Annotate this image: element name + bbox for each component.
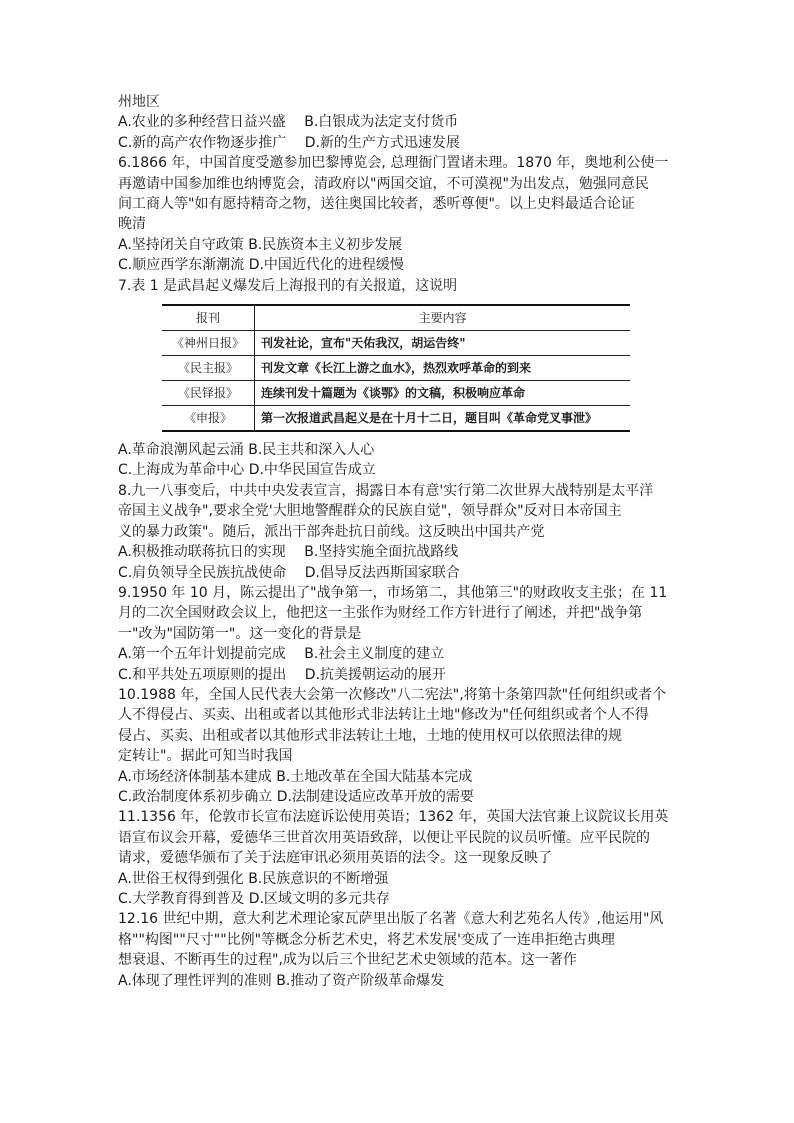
q7-stem: 7.表 1 是武昌起义爆发后上海报刊的有关报道，这说明 bbox=[118, 277, 458, 294]
q5-option-b[interactable]: B.白银成为法定支付货币 bbox=[304, 114, 459, 131]
table-header-row bbox=[162, 305, 630, 331]
q11-options-row-1 bbox=[118, 869, 680, 889]
q10-stem-line: 定转让"。据此可知当时我国 bbox=[118, 748, 293, 765]
q10-stem-line: 人不得侵占、买卖、出租或者以其他形式非法转让土地"修改为"任何组织或者个人不得 bbox=[118, 707, 649, 724]
q6-option-b[interactable]: B.民族资本主义初步发展 bbox=[248, 236, 403, 253]
q11-stem-line: 请求，爱德华颁布了关于法庭审讯必须用英语的法令。这一现象反映了 bbox=[118, 850, 552, 867]
q11-stem-line: 11.1356 年，伦敦市长宣布法庭诉讼使用英语；1362 年，英国大法官兼上议院议长用英 bbox=[118, 809, 669, 826]
table-header-newspaper: 报刊 bbox=[162, 305, 255, 331]
q11-stem-line: 语宣布议会开幕，爱德华三世首次用英语致辞，以便让平民院的议员听懂。应平民院的 bbox=[118, 829, 650, 846]
q6-stem-line: 间工商人等"如有愿持精奇之物，送往奥国比较者，悉听尊便"。以上史料最适合论证 bbox=[118, 196, 635, 213]
q12-stem-line: 想衰退、不断再生的过程",成为以后三个世纪艺术史领域的范本。这一著作 bbox=[118, 952, 577, 969]
q9-stem-line: 月的二次全国财政会议上，他把这一主张作为财经工作方针进行了阐述，并把"战争第 bbox=[118, 605, 643, 622]
q7-option-b[interactable]: B.民主共和深入人心 bbox=[248, 442, 375, 459]
q10-option-b[interactable]: B.土地改革在全国大陆基本完成 bbox=[276, 768, 473, 785]
q9-stem-line: 一"改为"国防第一"。这一变化的背景是 bbox=[118, 625, 362, 642]
q7-options-row-1 bbox=[118, 440, 680, 460]
newspaper-table bbox=[162, 304, 630, 432]
q9-option-a[interactable]: A.第一个五年计划提前完成 bbox=[118, 646, 286, 663]
table-row bbox=[162, 381, 630, 406]
table-cell-content: 第一次报道武昌起义是在十月十二日，题目叫《革命党叉事泄》 bbox=[255, 406, 631, 432]
q6-option-a[interactable]: A.坚持闭关自守政策 bbox=[118, 236, 244, 253]
q10-stem-line: 10.1988 年，全国人民代表大会第一次修改"八二宪法",将第十条第四款"任何组织或者个 bbox=[118, 686, 667, 703]
q6-stem-line: 再邀请中国参加维也纳博览会，清政府以"两国交谊，不可漠视"为出发点，勉强同意民 bbox=[118, 175, 649, 192]
q11-option-d[interactable]: D.区域文明的多元共存 bbox=[248, 891, 390, 907]
q9-options-row-1 bbox=[118, 644, 680, 664]
q7-option-c[interactable]: C.上海成为革命中心 bbox=[118, 462, 245, 479]
q7-option-d[interactable]: D.中华民国宣告成立 bbox=[248, 462, 376, 479]
q8-stem-line: 义的暴力政策"。随后，派出干部奔赴抗日前线。这反映出中国共产党 bbox=[118, 523, 545, 540]
q8-stem-line: 8.九一八事变后，中共中央发表宣言，揭露日本有意'实行第二次世界大战特别是太平洋 bbox=[118, 482, 654, 499]
q12-stem-line: 12.16 世纪中期，意大利艺术理论家瓦萨里出版了名著《意大利艺苑名人传》,他运用"风 bbox=[118, 911, 664, 928]
q10-option-c[interactable]: C.政治制度体系初步确立 bbox=[118, 788, 273, 805]
q6-options-row-1 bbox=[118, 235, 680, 255]
q11-option-a[interactable]: A.世俗王权得到强化 bbox=[118, 870, 244, 887]
q11-options-row-2 bbox=[118, 889, 680, 909]
table-row bbox=[162, 331, 630, 356]
q5-option-a[interactable]: A.农业的多种经营日益兴盛 bbox=[118, 114, 286, 131]
q6-option-c[interactable]: C.顺应西学东渐潮流 bbox=[118, 257, 245, 274]
table-cell-newspaper: 《民主报》 bbox=[162, 356, 255, 381]
table-cell-content: 刊发社论，宣布"天佑我汉，胡运告终" bbox=[255, 331, 631, 356]
q5-option-c[interactable]: C.新的高产农作物逐步推广 bbox=[118, 134, 287, 151]
q12-option-b[interactable]: B.推动了资产阶级革命爆发 bbox=[276, 972, 445, 989]
q8-option-a[interactable]: A.积极推动联蒋抗日的实现 bbox=[118, 544, 286, 561]
q12-option-a[interactable]: A.体现了理性评判的准则 bbox=[118, 972, 272, 989]
q10-stem-line: 侵占、买卖、出租或者以其他形式非法转让土地，土地的使用权可以依照法律的规 bbox=[118, 727, 622, 744]
q6-stem-line: 晚清 bbox=[118, 216, 146, 233]
q9-option-d[interactable]: D.抗美援朝运动的展开 bbox=[304, 666, 446, 683]
q9-option-c[interactable]: C.和平共处五项原则的提出 bbox=[118, 666, 287, 683]
q9-stem-line: 9.1950 年 10 月，陈云提出了"战争第一，市场第二，其他第三"的财政收支主张；在 11 bbox=[118, 584, 668, 601]
q12-options-row-1 bbox=[118, 971, 680, 991]
q9-option-b[interactable]: B.社会主义制度的建立 bbox=[304, 646, 445, 663]
q5-options-row-2 bbox=[118, 133, 680, 153]
q8-option-c[interactable]: C.肩负领导全民族抗战使命 bbox=[118, 564, 287, 581]
q8-options-row-2 bbox=[118, 563, 680, 583]
q6-options-row-2 bbox=[118, 255, 680, 275]
q10-options-row-1 bbox=[118, 767, 680, 787]
q10-option-d[interactable]: D.法制建设适应改革开放的需要 bbox=[276, 788, 474, 805]
q9-options-row-2 bbox=[118, 665, 680, 685]
q7-options-row-2 bbox=[118, 460, 680, 480]
table-cell-content: 刊发文章《长江上游之血水》，热烈欢呼革命的到来 bbox=[255, 356, 631, 381]
table-cell-content: 连续刊发十篇题为《谈鄂》的文稿，积极响应革命 bbox=[255, 381, 631, 406]
q5-options-row-1 bbox=[118, 112, 680, 132]
q5-stem-continuation: 州地区 bbox=[118, 94, 160, 110]
q8-stem-line: 帝国主义战争",要求全党'大胆地警醒群众的民族自觉"，领导群众"反对日本帝国主 bbox=[118, 503, 622, 520]
table-row bbox=[162, 406, 630, 432]
q8-options-row-1 bbox=[118, 542, 680, 562]
q12-stem-line: 格""构图""尺寸""比例"等概念分析艺术史，将艺术发展'变成了一连串拒绝古典理 bbox=[118, 931, 615, 948]
q5-option-d[interactable]: D.新的生产方式迅速发展 bbox=[304, 134, 460, 151]
q8-option-b[interactable]: B.坚持实施全面抗战路线 bbox=[304, 544, 459, 561]
table-cell-newspaper: 《民铎报》 bbox=[162, 381, 255, 406]
q6-option-d[interactable]: D.中国近代化的进程缓慢 bbox=[248, 257, 404, 274]
exam-page bbox=[118, 92, 680, 991]
table-cell-newspaper: 《申报》 bbox=[162, 406, 255, 432]
q10-option-a[interactable]: A.市场经济体制基本建成 bbox=[118, 768, 272, 785]
table-header-content: 主要内容 bbox=[255, 305, 631, 331]
q7-option-a[interactable]: A.革命浪潮风起云涌 bbox=[118, 442, 244, 459]
q10-options-row-2 bbox=[118, 787, 680, 807]
q11-option-b[interactable]: B.民族意识的不断增强 bbox=[248, 870, 389, 887]
q6-stem-line: 6.1866 年，中国首度受邀参加巴黎博览会, 总理衙门置诸未理。1870 年，奥地利公使一 bbox=[118, 155, 669, 172]
table-row bbox=[162, 356, 630, 381]
q8-option-d[interactable]: D.倡导反法西斯国家联合 bbox=[304, 564, 460, 581]
q11-option-c[interactable]: C.大学教育得到普及 bbox=[118, 891, 245, 907]
table-cell-newspaper: 《神州日报》 bbox=[162, 331, 255, 356]
